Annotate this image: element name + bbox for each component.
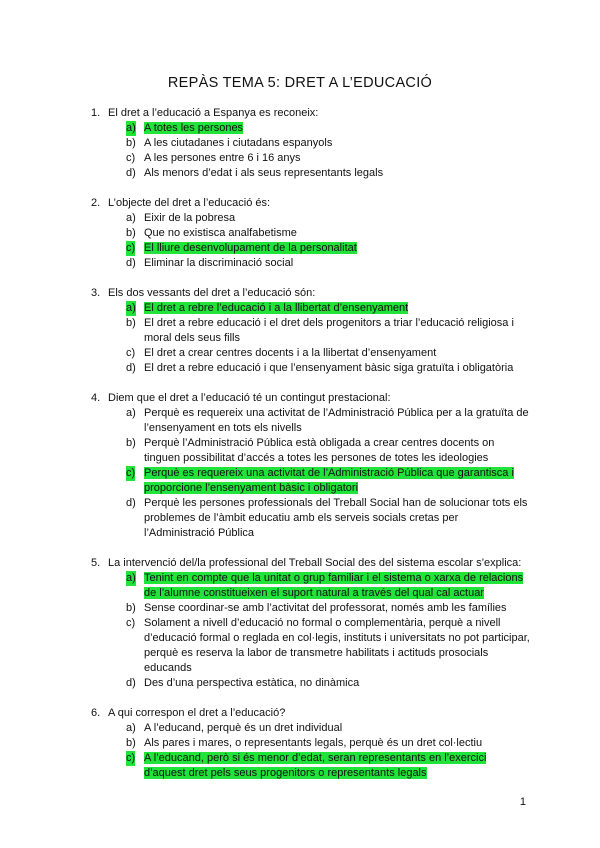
question-5 — [0, 556, 600, 691]
question-label: Els dos vessants del dret a l’educació són: — [108, 287, 316, 299]
option-letter: b) — [126, 227, 136, 239]
answer-option-correct — [0, 241, 530, 256]
option-text: El dret a rebre educació i el dret dels progenitors a triar l’educació religiosa i moral dels seus fills — [144, 317, 514, 344]
option-text: El lliure desenvolupament de la personalitat — [144, 242, 357, 254]
question-text — [0, 196, 600, 211]
option-letter: c) — [126, 152, 136, 164]
option-text: Perquè es requereix una activitat de l’Administració Pública que garantisca i proporcione l’ensenyament bàsic i obligatori — [144, 467, 514, 494]
answer-option — [0, 601, 530, 616]
question-number: 5. — [91, 557, 101, 569]
answer-option-correct — [0, 121, 530, 136]
question-number: 4. — [91, 392, 101, 404]
question-label: La intervenció del/la professional del Treball Social des del sistema escolar s’explica: — [108, 557, 522, 569]
option-text: Perquè les persones professionals del Treball Social han de solucionar tots els problemes de l’àmbit educatiu amb els serveis socials cretas per l’Administració Pública — [144, 497, 528, 539]
answer-option — [0, 136, 530, 151]
option-letter: d) — [126, 257, 136, 269]
option-text: Tenint en compte que la unitat o grup familiar i el sistema o xarxa de relacions de l’alumne constitueixen el suport natural a través del qual cal actuar — [144, 572, 524, 599]
question-label: El dret a l’educació a Espanya es reconeix: — [108, 107, 319, 119]
question-text — [0, 106, 600, 121]
question-6 — [0, 706, 600, 781]
option-text: Sense coordinar-se amb l’activitat del professorat, només amb les famílies — [144, 602, 507, 614]
option-letter: d) — [126, 167, 136, 179]
question-text — [0, 706, 600, 721]
option-text: Perquè es requereix una activitat de l’Administració Pública per a la gratuïta de l’ensenyament en tots els nivells — [144, 407, 529, 434]
option-letter: c) — [126, 617, 136, 629]
option-letter: d) — [126, 497, 136, 509]
question-text — [0, 391, 600, 406]
page-title: REPÀS TEMA 5: DRET A L’EDUCACIÓ — [167, 75, 433, 91]
answer-option — [0, 166, 530, 181]
option-letter: d) — [126, 362, 136, 374]
question-label: A qui correspon el dret a l’educació? — [108, 707, 286, 719]
option-text: Solament a nivell d’educació no formal o complementària, perquè a nivell d’educació formal o reglada en col·legis, instituts i universitats no pot participar, perquè es reserva la labor de transmetre habilitats i actituds prosocials educands — [144, 617, 530, 674]
option-letter: b) — [126, 737, 136, 749]
option-letter: a) — [126, 722, 136, 734]
option-text: El dret a crear centres docents i a la llibertat d’ensenyament — [144, 347, 437, 359]
question-1 — [0, 106, 600, 181]
option-text: A les persones entre 6 i 16 anys — [144, 152, 301, 164]
answer-option — [0, 616, 530, 676]
option-letter: a) — [126, 407, 136, 419]
option-text: Eliminar la discriminació social — [144, 257, 294, 269]
question-number: 1. — [91, 107, 101, 119]
answer-option — [0, 676, 530, 691]
answer-option-correct — [0, 751, 530, 781]
option-letter: a) — [126, 212, 136, 224]
option-letter: c) — [126, 347, 136, 359]
answer-option-correct — [0, 571, 530, 601]
option-text: El dret a rebre l’educació i a la llibertat d’ensenyament — [144, 302, 409, 314]
answer-option — [0, 496, 530, 541]
question-label: L’objecte del dret a l’educació és: — [108, 197, 271, 209]
answer-option — [0, 316, 530, 346]
answer-option-correct — [0, 466, 530, 496]
option-letter: c) — [126, 467, 136, 479]
option-letter: c) — [126, 752, 136, 764]
page-number: 1 — [519, 796, 526, 808]
option-text: Als pares i mares, o representants legals, perquè és un dret col·lectiu — [144, 737, 483, 749]
option-letter: b) — [126, 602, 136, 614]
answer-option — [0, 211, 530, 226]
option-text: Eixir de la pobresa — [144, 212, 236, 224]
answer-option — [0, 721, 530, 736]
answer-option — [0, 406, 530, 436]
option-text: Perquè l’Administració Pública està obligada a crear centres docents on tinguen possibilitat d’accés a totes les persones de totes les ideologies — [144, 437, 495, 464]
question-text — [0, 286, 600, 301]
option-letter: a) — [126, 572, 136, 584]
answer-option — [0, 436, 530, 466]
option-text: Als menors d’edat i als seus representants legals — [144, 167, 384, 179]
answer-option — [0, 361, 530, 376]
option-letter: b) — [126, 437, 136, 449]
answer-option-correct — [0, 301, 530, 316]
option-letter: c) — [126, 242, 136, 254]
option-text: A l’educand, perquè és un dret individual — [144, 722, 343, 734]
option-text: A totes les persones — [144, 122, 244, 134]
answer-option — [0, 256, 530, 271]
option-text: Que no existisca analfabetisme — [144, 227, 297, 239]
option-text: Des d’una perspectiva estàtica, no dinàmica — [144, 677, 360, 689]
question-number: 3. — [91, 287, 101, 299]
option-letter: b) — [126, 137, 136, 149]
question-4 — [0, 391, 600, 541]
question-label: Diem que el dret a l’educació té un contingut prestacional: — [108, 392, 391, 404]
question-text — [0, 556, 600, 571]
option-letter: d) — [126, 677, 136, 689]
question-number: 2. — [91, 197, 101, 209]
question-2 — [0, 196, 600, 271]
option-letter: a) — [126, 122, 136, 134]
option-text: El dret a rebre educació i que l’ensenyament bàsic siga gratuïta i obligatòria — [144, 362, 514, 374]
option-text: A les ciutadanes i ciutadans espanyols — [144, 137, 333, 149]
answer-option — [0, 226, 530, 241]
question-list — [0, 106, 600, 796]
option-text: A l’educand, però si és menor d’edat, seran representants en l’exercici d’aquest dret pels seus progenitors o representants legals — [144, 752, 487, 779]
question-3 — [0, 286, 600, 376]
answer-option — [0, 736, 530, 751]
option-letter: b) — [126, 317, 136, 329]
answer-option — [0, 346, 530, 361]
answer-option — [0, 151, 530, 166]
option-letter: a) — [126, 302, 136, 314]
question-number: 6. — [91, 707, 101, 719]
